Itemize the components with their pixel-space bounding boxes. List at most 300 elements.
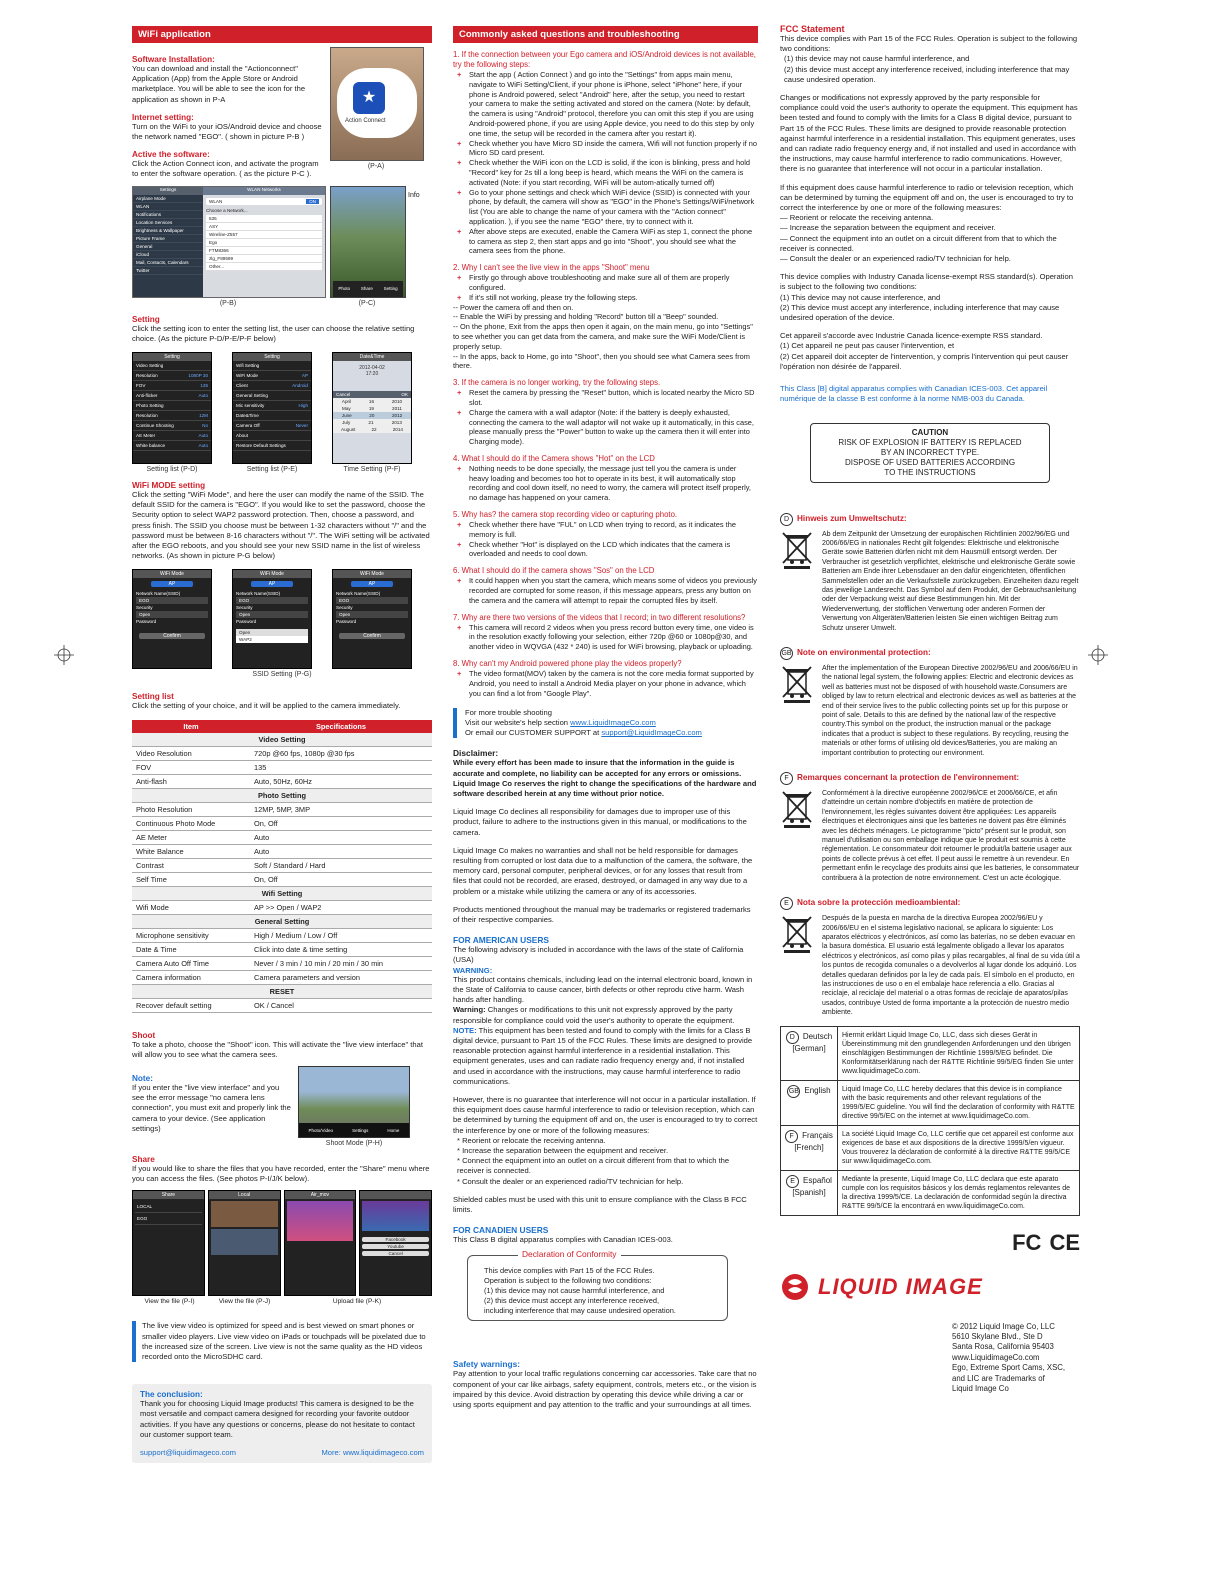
declaration-line: including interference that may cause undesired operation. — [484, 1306, 676, 1316]
spec-key-cell: Camera Auto Off Time — [132, 956, 250, 970]
setting-row-label: General Setting — [236, 393, 268, 399]
settings-item[interactable]: Location Services — [133, 219, 203, 227]
share-screen-pi — [132, 1190, 205, 1296]
fcc-measure-item: — Reorient or relocate the receiving antenna. — [780, 213, 934, 223]
wlan-toggle[interactable] — [206, 198, 322, 205]
crossed-bin-icon — [780, 530, 814, 570]
pf-picker[interactable] — [333, 398, 411, 433]
weee-section — [780, 897, 1080, 1017]
setting-row[interactable] — [133, 421, 211, 431]
pk-caption: Upload file (P-K) — [332, 1298, 382, 1306]
american-title: FOR AMERICAN USERS — [453, 935, 550, 946]
weee-section — [780, 772, 1080, 883]
pk-title: Air_mov — [285, 1191, 356, 1199]
share-screen-pk-upload — [359, 1190, 432, 1296]
weee-text: Conformément à la directive européenne 2002/96/CE et 2006/66/CE, et afin d'atteindre un certain nombre d'objectifs en matière de protection de l'environnement, les règles suivantes doivent être appliquées: Les appareils électriques et électroniques ainsi que les batteries ne doivent pas être éliminés avec les déchets ménagers. Le pictogramme "picto" présent sur le produit, son manuel d'utilisation ou son emballage indique que le produit est soumis à cette réglementation. Le consommateur doit retourner le produit/la batterie usager aux points de collecte prévus à cet effet. Il peut aussi le remettre à un revendeur. En permettant enfin le recyclage des produits ainsi que les batteries, le consommateur contribuera à la protection de notre environnement. C'est un acte écologique. — [822, 790, 1080, 882]
declaration-line: (2) this device must accept any interference received, — [484, 1296, 659, 1306]
info-label: Info — [408, 191, 420, 199]
share-item[interactable]: LOCAL — [135, 1201, 202, 1213]
table-row — [132, 970, 432, 984]
picker-cell: 22 — [371, 427, 377, 433]
faq-question: 3. If the camera is no longer working, try the following steps. — [453, 378, 661, 388]
table-row — [781, 1080, 1080, 1125]
spec-value-cell: On, Off — [250, 816, 432, 830]
picker-cell: 16 — [368, 399, 375, 405]
share-screen-pj — [208, 1190, 281, 1296]
ph-caption: Shoot Mode (P-H) — [325, 1140, 383, 1148]
setting-row[interactable] — [133, 441, 211, 451]
spec-key-cell: Date & Time — [132, 942, 250, 956]
setting-row[interactable] — [233, 411, 311, 421]
faq-answer-item: + The video format(MOV) taken by the camera is not the core media format supported by Android, you need to install a Android Media player on your phone in advance, which you can find a lot from "Google Play". — [453, 669, 758, 698]
setting-row[interactable] — [233, 401, 311, 411]
note-text: This equipment has been tested and found to comply with the limits for a Class B digital device, pursuant to Part 15 of the FCC Rules. These limits are designed to provide reasonable protection against harmful interference in a residential installation. This equipment generates, uses and can radiate radio frequency energy and, if not installed and used in accordance with the instructions, may cause harmful interference to radio communications. — [453, 1025, 753, 1086]
declaration-line: Operation is subject to the following two conditions: — [484, 1276, 652, 1286]
picker-cell: 21 — [368, 420, 374, 426]
setting-row-label: About — [236, 433, 249, 439]
pk-preview — [287, 1201, 354, 1241]
faq-question: 2. Why I can't see the live view in the apps "Shoot" menu — [453, 263, 650, 273]
spec-value-cell: 12MP, 5MP, 3MP — [250, 802, 432, 816]
declaration-lines — [484, 1266, 717, 1316]
language-name: English — [804, 1085, 831, 1095]
measure-item: * Reorient or relocate the receiving antenna. — [457, 1135, 606, 1145]
setting-row-label: Anti-flicker — [136, 393, 158, 399]
network-item[interactable]: FTM8366 — [206, 247, 322, 255]
settings-item[interactable]: Brightness & Wallpaper — [133, 227, 203, 235]
language-sub: [Spanish] — [792, 1187, 826, 1197]
spec-value-cell: OK / Cancel — [250, 998, 432, 1012]
table-row — [132, 956, 432, 970]
faq-answer-item: + It could happen when you start the camera, which means some of videos you previously recorded are corrupted for some reason, if this message appears, press any button on the camera and the camera will attempt to repair the corrupted files by itself. — [453, 576, 758, 605]
network-item[interactable]: zlg_F89599 — [206, 255, 322, 263]
upload-button[interactable]: Facebook — [362, 1237, 429, 1242]
note-title: Note: — [132, 1074, 153, 1084]
weee-body — [780, 530, 1080, 633]
pj-title: Local — [209, 1191, 280, 1199]
setting-row-value: Auto — [198, 393, 208, 399]
canadien-title: FOR CANADIEN USERS — [453, 1225, 549, 1236]
settings-item[interactable]: Notifications — [133, 211, 203, 219]
certification-marks — [780, 1230, 1080, 1256]
pg-field: Password — [336, 619, 357, 625]
caution-line: DISPOSE OF USED BATTERIES ACCORDING — [844, 457, 1016, 467]
website-link[interactable]: www.LiquidImageCo.com — [570, 718, 656, 728]
setting-row[interactable] — [233, 431, 311, 441]
setting-row-label: AE Meter — [136, 433, 156, 439]
setting-row-label: Camera Off — [236, 423, 260, 429]
disclaimer-p3: Liquid Image Co makes no warranties and shall not be held responsible for damages resulting from corrupted or lost data due to a malfunction of the camera, the software, the memory card, personal computer, peripheral devices, or for any losses that result from files that could not be recorded, are erased, destroyed, or damaged in any way due to a problem or a mistake while utilizing the camera or any of its accessories. — [453, 845, 753, 896]
setting-row[interactable] — [233, 441, 311, 451]
logo-text: LIQUID IMAGE — [818, 1273, 983, 1299]
ph-button[interactable]: Photo/Video — [308, 1127, 333, 1133]
pg-field: Security — [136, 605, 153, 611]
spec-value-cell: Auto, 50Hz, 60Hz — [250, 774, 432, 788]
ph-button[interactable]: Home — [387, 1127, 400, 1133]
ic-condition: (1) This device may not cause interference, and — [780, 292, 941, 302]
weee-title-row — [780, 897, 1080, 910]
setting-row-value: 12M — [199, 413, 208, 419]
declaration-title: Declaration of Conformity — [518, 1249, 621, 1259]
country-code-icon: D — [786, 1031, 799, 1044]
ap-badge[interactable]: AP — [351, 581, 393, 587]
pg-field[interactable]: EGO — [236, 597, 308, 604]
action-connect-home-screen — [330, 186, 406, 298]
spec-value-cell: Auto — [250, 830, 432, 844]
table-row — [781, 1170, 1080, 1215]
conformity-text: Mediante la presente, Liquid Image Co, LLC declara que este aparato cumple con los requisitos básicos y los demás reglamentos relevantes de la directiva 1999/5/CE. La declaración de conformidad según la directiva R&TTE 99/5/CE la encontrará en www.liquidimageCo.com. — [838, 1170, 1080, 1215]
pd-caption: Setting list (P-D) — [146, 466, 198, 474]
spec-value-cell: Camera parameters and version — [250, 970, 432, 984]
spec-key-cell: Recover default setting — [132, 998, 250, 1012]
picker-cell: April — [341, 399, 352, 405]
confirm-button[interactable]: Confirm — [339, 633, 405, 639]
ap-badge[interactable]: AP — [251, 581, 293, 587]
fc-mark: FC — [1012, 1229, 1042, 1255]
measure-item: * Connect the equipment into an outlet on a circuit different from that to which the receiver is connected. — [457, 1156, 730, 1176]
fr-condition: (2) Cet appareil doit accepter de l'intervention, y compris l'intervention qui peut causer l'opération non désirée de l'appareil. — [780, 351, 1069, 371]
share-title: Share — [132, 1155, 155, 1165]
pg-field: Network Name(SSID) — [136, 591, 181, 597]
weee-title: Remarques concernant la protection de l'environnement: — [797, 773, 1020, 783]
pj-thumb[interactable] — [211, 1201, 278, 1227]
setting-row[interactable] — [133, 371, 211, 381]
language-name: Français — [802, 1130, 833, 1140]
pg-field: Security — [336, 605, 353, 611]
setting-row-value: Android — [292, 383, 308, 389]
table-row — [132, 900, 432, 914]
wlan-settings-screen — [132, 186, 326, 298]
action-connect-icon[interactable]: ★ — [353, 82, 385, 114]
faq-answer-item: + If it's still not working, please try the following steps. — [453, 293, 758, 303]
share-text: If you would like to share the files that you have recorded, enter the "Share" menu where you can access the files. (See photos P-I/J/K below). — [132, 1164, 430, 1184]
setting-row[interactable] — [233, 381, 311, 391]
table-row — [781, 1125, 1080, 1170]
picker-cell: 20 — [369, 413, 375, 419]
setting-row[interactable] — [133, 381, 211, 391]
pc-button[interactable]: Share — [360, 286, 373, 292]
pf-title: Date&Time — [333, 353, 411, 361]
settings-item[interactable]: Airplane Mode — [133, 195, 203, 203]
setting-row-value: Never — [295, 423, 308, 429]
fr-condition: (1) Cet appareil ne peut pas causer l'intervention, et — [780, 341, 955, 351]
table-row — [132, 816, 432, 830]
setting-row-value: Auto — [198, 443, 208, 449]
ic-condition: (2) This device must accept any interference, including interference that may cause undesired operation of the device. — [780, 302, 1060, 323]
setting-row[interactable] — [133, 411, 211, 421]
setting-row-value: High — [298, 403, 308, 409]
setting-row-label: Mic sensitivity — [236, 403, 265, 409]
table-row — [781, 1026, 1080, 1080]
ssid-setting-screen — [232, 569, 312, 669]
install-title: Software Installation: — [132, 55, 215, 64]
spec-key-cell: Camera information — [132, 970, 250, 984]
measure-item: * Increase the separation between the equipment and receiver. — [457, 1145, 669, 1155]
language-cell — [781, 1026, 838, 1080]
country-code-icon: GB — [787, 1085, 800, 1098]
setting-row-label: Wifi Setting — [236, 363, 260, 369]
spec-header-cell: Item — [132, 720, 250, 733]
setting-row-label: Restore Default Settings — [236, 443, 286, 449]
american-p1: The following advisory is included in accordance with the laws of the state of California (USA) — [453, 945, 744, 965]
pj-thumb[interactable] — [211, 1229, 278, 1255]
ic-text: This device complies with Industry Canada license-exempt RSS standard(s). Operation is subject to the following two conditions: — [780, 272, 1073, 292]
confirm-button[interactable]: Confirm — [139, 633, 205, 639]
picker-cell: 2014 — [392, 427, 403, 433]
picker-cell: 2010 — [391, 399, 403, 405]
liquid-image-logo-icon — [780, 1272, 810, 1302]
support-email-link[interactable]: support@liquidimageco.com — [140, 1448, 236, 1458]
pi-caption: View the file (P-I) — [144, 1298, 195, 1306]
network-item[interactable]: Wireline-Z557 — [206, 231, 322, 239]
picker-row — [333, 412, 411, 419]
setting-row-label: Photo Setting — [136, 403, 164, 409]
setting-row[interactable] — [233, 361, 311, 371]
setting-list-title: Setting list — [132, 692, 174, 702]
weee-title-row — [780, 772, 1080, 785]
setting-row[interactable] — [133, 431, 211, 441]
spec-header-cell: Specifications — [250, 720, 432, 733]
upload-button[interactable]: Youtube — [362, 1244, 429, 1249]
table-row — [132, 746, 432, 760]
pg-field[interactable]: Open — [136, 611, 208, 618]
faq-step: -- Power the camera off and then on. — [453, 302, 574, 312]
declaration-line: This device complies with Part 15 of the FCC Rules. — [484, 1266, 655, 1276]
picker-row — [333, 426, 411, 433]
pe-caption: Setting list (P-E) — [246, 466, 298, 474]
table-row — [132, 733, 432, 747]
spec-value-cell: AP >> Open / WAP2 — [250, 900, 432, 914]
settings-item[interactable]: Picture Frame — [133, 235, 203, 243]
registration-mark-icon — [1088, 645, 1108, 665]
network-item[interactable]: ASY — [206, 223, 322, 231]
language-cell — [781, 1125, 838, 1170]
pb-settings-list — [133, 195, 203, 275]
note-text: If you enter the "live view interface" and you see the error message "no camera lens connection", you must exit and properly link the camera to your device. (See application settings) — [132, 1083, 291, 1133]
table-row — [132, 942, 432, 956]
network-item[interactable]: Other... — [206, 263, 322, 271]
warning-title: WARNING: — [453, 965, 493, 975]
column-compliance — [780, 24, 1080, 1394]
however-text: However, there is no guarantee that interference will not occur in a particular installation. If this equipment does cause harmful interference to radio or television reception, which can be determined by turning the equipment off and on, the user is encouraged to try to correct the interference by one or more of the following measures: — [453, 1094, 758, 1135]
country-code-icon: F — [785, 1130, 798, 1143]
setting-row-label: Client — [236, 383, 248, 389]
picker-row — [333, 405, 411, 412]
section-header: WiFi application — [132, 26, 432, 43]
country-code-icon: GB — [780, 647, 793, 660]
faq-step: -- Enable the WiFi by pressing and holding "Record" button till a "Beep" sounded. — [453, 312, 719, 322]
faq-answer-item: + Check whether the WiFi icon on the LCD is solid, if the icon is blinking, press and hold "Record" key for 2s till a long beep is heard, which means the WiFi on the camera is activated (Note: if you start recording, WiFi will be autom-atically turned off) — [453, 158, 758, 187]
trouble-line3: Or email our CUSTOMER SUPPORT at — [465, 728, 602, 738]
support-email-link[interactable]: support@LiquidImageCo.com — [601, 728, 702, 738]
fcc-title: FCC Statement — [780, 24, 845, 34]
install-text: You can download and install the "Actionconnect" Application (App) from the Apple Store or Android marketplace. You will be able to see the icon for the application as shown in P-A — [132, 64, 306, 104]
pg-field: Network Name(SSID) — [336, 591, 381, 597]
pf-button[interactable]: OK — [401, 392, 408, 398]
disclaimer-p1: While every effort has been made to insure that the information in the guide is accurate and complete, no liability can be accepted for any errors or omissions. Liquid Image Co reserves the right to change the specifications of the hardware and software described herein at any time without prior notice. — [453, 758, 757, 799]
faq-answer-item: + Reset the camera by pressing the "Reset" button, which is located nearby the Micro SD slot. — [453, 388, 758, 408]
spec-group-cell: Video Setting — [132, 733, 432, 747]
faq-answer-item: + Charge the camera with a wall adaptor (Note: if the battery is deeply exhausted, connecting the camera to the wall adaptor will not wake up it automatically, in this case, please manually press the "Power" button to wake up the camera then it will enter into Charging mode). — [453, 408, 758, 447]
setting-row[interactable] — [233, 371, 311, 381]
language-name: Deutsch — [802, 1031, 833, 1041]
weee-title-row — [780, 513, 1080, 526]
language-sub: [German] — [792, 1043, 826, 1053]
pg-field: Password — [236, 619, 257, 625]
pi-list — [133, 1199, 204, 1227]
setting-row[interactable] — [133, 401, 211, 411]
pg-field[interactable]: EGO — [136, 597, 208, 604]
settings-item[interactable]: WLAN — [133, 203, 203, 211]
country-code-icon: D — [780, 513, 793, 526]
pg-caption: SSID Setting (P-G) — [252, 671, 312, 679]
faq-header: Commonly asked questions and troubleshooting — [453, 26, 758, 43]
fcc-measure-item: — Connect the equipment into an outlet on a circuit different from that to which the receiver is connected. — [780, 233, 1057, 253]
pg-title: WiFi Mode — [233, 570, 311, 578]
language-sub: [French] — [794, 1142, 824, 1152]
setting-row[interactable] — [233, 421, 311, 431]
caution-line: TO THE INSTRUCTIONS — [884, 467, 976, 477]
liquid-image-logo — [780, 1272, 1080, 1302]
security-option-wap2[interactable]: WAP2 — [236, 636, 308, 643]
faq-answer-item: + Check whether "Hot" is displayed on the LCD which indicates that the camera is overloaded and needs to cool down. — [453, 540, 758, 560]
upload-button[interactable]: Cancel — [362, 1251, 429, 1256]
spec-group-cell: Wifi Setting — [132, 886, 432, 900]
picker-cell: 2012 — [391, 413, 403, 419]
pf-button[interactable]: Cancel — [336, 392, 351, 398]
safety-title: Safety warnings: — [453, 1359, 521, 1370]
pa-label: (P-A) — [367, 163, 385, 170]
weee-body — [780, 789, 1080, 883]
more-website-link[interactable]: More: www.liquidimageco.com — [321, 1448, 424, 1458]
choose-network-label: Choose a Network... — [206, 207, 248, 213]
conformity-text: Hiermit erklärt Liquid Image Co, LLC, dass sich dieses Gerät in Übereinstimmung mit den grundlegenden Anforderungen und den übrigen einschlägigen Bestimmungen der Richtlinie 1999/5/EG befindet. Die Konformitätserklärung nach der R&TTE Richtlinie 99/5/EG finden Sie unter www.liquidimageCo.com. — [838, 1026, 1080, 1080]
weee-section — [780, 647, 1080, 758]
pf-buttons — [333, 391, 411, 398]
conformity-text: Liquid Image Co, LLC hereby declares that this device is in compliance with the basic requirements and other relevant regulations of the 1999/5/EC guideline. You will find the declaration of conformity with R&TTE directive 99/5/EC on the internet at www.liquidimageCo.com. — [838, 1080, 1080, 1125]
address-line: Ego, Extreme Sport Cams, XSC, — [952, 1363, 1066, 1373]
settings-item[interactable]: General — [133, 243, 203, 251]
shoot-mode-screen — [298, 1066, 410, 1138]
setting-row[interactable] — [233, 391, 311, 401]
ph-button[interactable]: Settings — [352, 1127, 369, 1133]
wifi-mode-title: WiFi MODE setting — [132, 481, 206, 491]
pg-field[interactable]: Open — [336, 611, 408, 618]
ap-badge[interactable]: AP — [151, 581, 193, 587]
picker-cell: May — [342, 406, 351, 412]
crossed-bin-icon — [780, 664, 814, 704]
conclusion-text: Thank you for choosing Liquid Image products! This camera is designed to be the most versatile and compact camera designed for recording your favorite outdoor activities. If you have any questions or concerns, please do not hesitate to contact our customer support team. — [140, 1399, 415, 1439]
faq-answer-item: + Firstly go through above troubleshooting and make sure all of them are properly configured. — [453, 273, 758, 293]
language-cell — [781, 1170, 838, 1215]
setting-row[interactable] — [133, 391, 211, 401]
ssid-setting-screen — [132, 569, 212, 669]
pg-field: Security — [236, 605, 253, 611]
pf-date: 2012-04-02 — [359, 365, 385, 372]
faq-answer-item: + Start the app ( Action Connect ) and go into the "Settings" from apps main menu, navigate to WiFi Setting/Client, if your phone is iPhone, select "iPhone" here, if your phone is Android powered, select "Android" here, after the setup, you need to restart your camera to make the setting activated and stored on the camera (Note: by default, the camera is using "Android" protocol, therefore you can omit this step if you are using Android-powered phone, if you are using Apple device, you need to do this step by only one time, the setup will be recorded in the camera after you restart it). — [453, 70, 758, 139]
canadien-text: This Class B digital apparatus complies with Canadian ICES-003. — [453, 1235, 673, 1245]
ic-conditions — [780, 293, 1080, 324]
pc-button[interactable]: Setting — [383, 286, 398, 292]
table-row — [132, 872, 432, 886]
share-item[interactable]: EGO — [135, 1213, 202, 1225]
picker-cell: July — [342, 420, 351, 426]
pg-screens — [132, 569, 432, 669]
faq-answer-item: + This camera will record 2 videos when you press record button every time, one video is in the resolution exactly following your selection, either 720p @60 or 1080p@30, and another video in WQVGA (432 * 240) is used for WiFi browsing, playback or uploading. — [453, 623, 758, 652]
company-address — [952, 1322, 1080, 1395]
picker-cell: August — [341, 427, 356, 433]
spec-header-row — [132, 720, 432, 733]
faq-question: 6. What I should do if the camera shows "Sos" on the LCD — [453, 566, 655, 576]
setting-row-label: Video Setting — [136, 363, 164, 369]
setting-row[interactable] — [133, 361, 211, 371]
fcc-p3: If this equipment does cause harmful interference to radio or television reception, which can be determined by turning the equipment off and on, the user is encouraged to try to correct the interference by one or more of the following measures: — [780, 182, 1074, 213]
spec-group-cell: Photo Setting — [132, 788, 432, 802]
faq-step: -- On the phone, Exit from the apps then open it again, on the main menu, go into "Settings" to see whether you can get data from the camera, and make sure the WiFi Mode/Client is properly setup. — [453, 322, 753, 351]
pg-field[interactable]: EGO — [336, 597, 408, 604]
security-option-open[interactable]: Open — [236, 629, 308, 636]
ssid-setting-screen — [332, 569, 412, 669]
safety-text: Pay attention to your local traffic regulations concerning car accessories. Take care that no component of your car like airbags, safety equipment, controls, meters etc., or the vision is impaired by this device. Avoid distraction by operating this device while driving a car or using sports equipment and pay attention to the traffic and your surroundings at all times. — [453, 1369, 757, 1409]
spec-key-cell: White Balance — [132, 844, 250, 858]
pg-title: WiFi Mode — [333, 570, 411, 578]
fcc-c2: (2) this device must accept any interference received, including interference that may cause undesired operation. — [784, 64, 1070, 84]
settings-item[interactable]: iCloud — [133, 251, 203, 259]
setting-row-label: FOV — [136, 383, 146, 389]
conformity-table — [780, 1026, 1080, 1216]
faq-question: 5. Why has? the camera stop recording video or capturing photo. — [453, 510, 678, 520]
setting-title: Setting — [132, 314, 160, 324]
setting-list-screen-pd — [132, 352, 212, 464]
spec-value-cell: 135 — [250, 760, 432, 774]
spec-key-cell: Wifi Mode — [132, 900, 250, 914]
setting-row-value: No — [202, 423, 208, 429]
faq-question: 8. Why can't my Android powered phone play the videos properly? — [453, 659, 682, 669]
disclaimer-p2: Liquid Image Co declines all responsibility for damages due to improper use of this product, failure to adhere to the instructions given in this manual, or modifications to the camera. — [453, 807, 747, 837]
settings-item[interactable]: Mail, Contacts, Calendars — [133, 259, 203, 267]
fcc-c1: (1) this device may not cause harmful interference, and — [784, 54, 970, 64]
app-icon-screenshot — [330, 47, 424, 161]
faq-answer-item: + Check whether there have "FUL" on LCD when trying to record, as it indicates the memory is full. — [453, 520, 758, 540]
pf-caption: Time Setting (P-F) — [343, 466, 401, 474]
fcc-p2: Changes or modifications not expressly approved by the party responsible for compliance could void the user's authority to operate the equipment. This equipment has been tested and found to comply with the limits for a Class B digital device, pursuant to Part 15 of the FCC Rules. These limits are designed to provide reasonable protection against harmful interference in a residential installation. This equipment generates, uses and can radiate radio frequency energy and, if not installed and used in accordance with the instructions, may cause harmful interference to radio communications. However, there is no guarantee that interference will not occur in a particular installation. — [780, 93, 1078, 174]
settings-item[interactable]: Twitter — [133, 267, 203, 275]
table-row — [132, 802, 432, 816]
table-row — [132, 788, 432, 802]
setting-text: Click the setting icon to enter the setting list, the user can choose the relative setting choice. (As the picture P-D/P-E/P-F below) — [132, 323, 415, 343]
fcc-measure-item: — Consult the dealer or an experienced radio/TV technician for help. — [780, 254, 1011, 264]
caution-line: BY AN INCORRECT TYPE. — [880, 447, 980, 457]
shoot-text: To take a photo, choose the "Shoot" icon. This will activate the "live view interface" that will allow you to see what the camera sees. — [132, 1039, 423, 1059]
pc-button[interactable]: Photo — [338, 286, 351, 292]
pf-time: 17:20 — [365, 371, 379, 378]
column-wifi-application — [132, 24, 432, 1463]
column-faq — [453, 24, 758, 1410]
warning2-text: Changes or modifications to this unit not expressly approved by the party responsible for compliance could void the user's authority to operate the equipment. — [453, 1005, 735, 1025]
ices-text: This Class [B] digital apparatus complies with Canadian ICES-003. Cet appareil numérique de la classe B est conforme à la norme NMB-003 du Canada. — [780, 384, 1048, 404]
network-item[interactable]: Ego — [206, 239, 322, 247]
spec-value-cell: High / Medium / Low / Off — [250, 928, 432, 942]
spec-value-cell: Click into date & time setting — [250, 942, 432, 956]
network-item[interactable]: 535 — [206, 215, 322, 223]
faq-answer-item: + Check whether you have Micro SD inside the camera, Wifi will not function properly if no Micro SD card present. — [453, 139, 758, 159]
spec-key-cell: Contrast — [132, 858, 250, 872]
spec-value-cell: Never / 3 min / 10 min / 20 min / 30 min — [250, 956, 432, 970]
weee-section — [780, 513, 1080, 633]
pg-field[interactable]: Open — [236, 611, 308, 618]
internet-text: Turn on the WiFi to your iOS/Android device and choose the network named "EGO". ( shown in picture P-B ) — [132, 121, 322, 142]
specifications-table — [132, 720, 432, 1013]
